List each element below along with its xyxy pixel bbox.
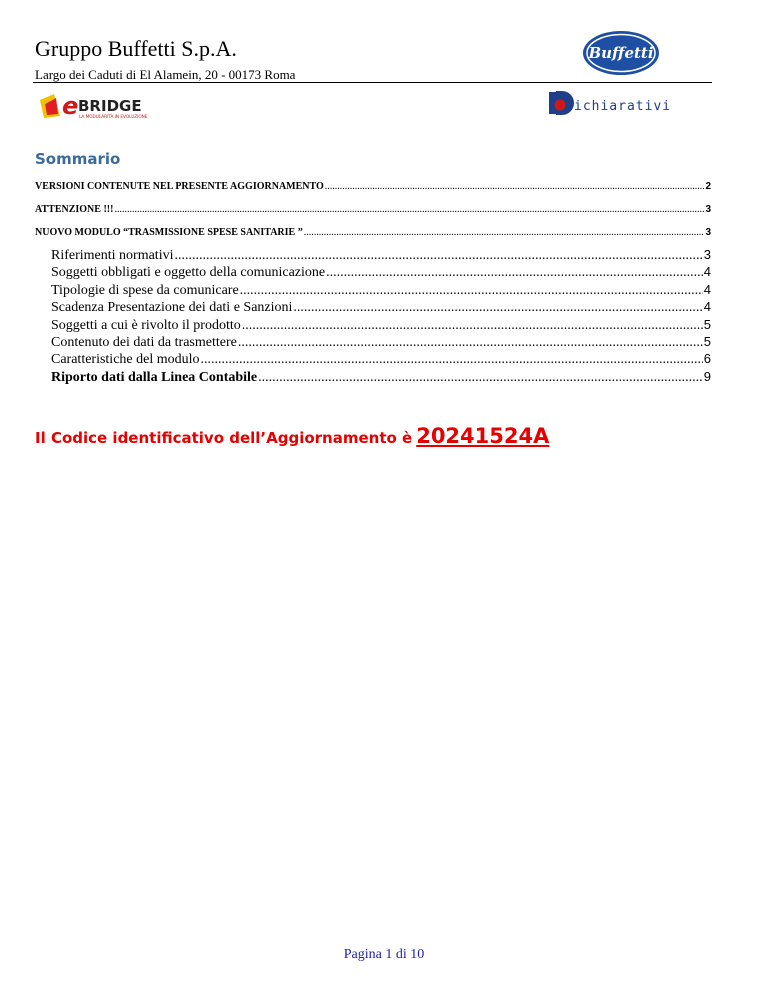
toc-entry[interactable] [35,181,711,192]
toc-leader-dots [258,370,703,386]
toc-subentry-label: Soggetti obbligati e oggetto della comunicazione [51,265,326,280]
toc-subentry[interactable] [51,317,711,334]
toc-entry[interactable] [35,227,711,238]
toc-leader-dots [293,300,702,316]
ebridge-logo-text: BRIDGE [78,97,142,115]
toc-subentry[interactable] [51,299,711,316]
dichiarativi-logo-text: ichiarativi [574,99,672,114]
toc-subentry-label: Contenuto dei dati da trasmettere [51,335,237,350]
toc-subentry-label: Tipologie di spese da comunicare [51,283,239,298]
update-code [35,424,549,448]
toc-subentry[interactable] [51,282,711,299]
company-name: Gruppo Buffetti S.p.A. [35,36,237,61]
svg-text:e: e [62,92,79,120]
dichiarativi-logo [548,88,678,118]
toc-leader-dots [201,352,703,368]
toc-subentry[interactable] [51,351,711,368]
toc-leader-dots [238,335,703,351]
toc-subentry-page: 6 [703,351,711,366]
update-code-value: 20241524A [416,424,550,448]
toc-subentry-page: 3 [703,247,711,262]
header-rule [33,82,712,83]
toc-subentry[interactable] [51,369,711,386]
toc-leader-dots [325,181,705,192]
toc-subentry-page: 4 [703,282,711,297]
ebridge-logo [38,92,160,120]
buffetti-logo [582,30,660,76]
toc-subentry-label: Soggetti a cui è rivolto il prodotto [51,318,241,333]
toc-leader-dots [304,227,705,238]
toc-entry-page: 2 [705,181,711,192]
toc-subentry-label: Riporto dati dalla Linea Contabile [51,370,258,385]
toc-subentry-label: Scadenza Presentazione dei dati e Sanzioni [51,300,293,315]
toc-subentry-page: 5 [703,334,711,349]
toc-entry-label: VERSIONI CONTENUTE NEL PRESENTE AGGIORNAMENTO [35,181,324,192]
toc-subentry-label: Riferimenti normativi [51,248,174,263]
toc-subentry[interactable] [51,334,711,351]
toc-entry-label: ATTENZIONE !!! [35,204,114,215]
update-code-label: Il Codice identificativo dell’Aggiornamento è [35,429,413,447]
company-address: Largo dei Caduti di El Alamein, 20 - 00173 Roma [35,67,296,82]
buffetti-logo-text: Buffetti [588,44,654,62]
toc-subentry-label: Caratteristiche del modulo [51,352,200,367]
toc-subentry-page: 4 [703,299,711,314]
toc-leader-dots [114,204,704,215]
toc-subentry-page: 9 [703,369,711,384]
toc-entry-page: 3 [705,227,711,238]
toc-title: Sommario [35,150,121,168]
ebridge-logo-tagline: LA MODULARITÀ IN EVOLUZIONE [79,114,148,119]
toc-subentry-page: 5 [703,317,711,332]
page-footer: Pagina 1 di 10 [343,947,425,962]
toc-entry-label: NUOVO MODULO “TRASMISSIONE SPESE SANITARIE ” [35,227,303,238]
toc-subentry-page: 4 [703,264,711,279]
toc-leader-dots [326,265,703,281]
toc-leader-dots [242,318,703,334]
toc-leader-dots [240,283,703,299]
toc-leader-dots [174,248,702,264]
toc-subentry[interactable] [51,247,711,264]
toc-entry[interactable] [35,204,711,215]
toc-subentry[interactable] [51,264,711,281]
toc-entry-page: 3 [705,204,711,215]
